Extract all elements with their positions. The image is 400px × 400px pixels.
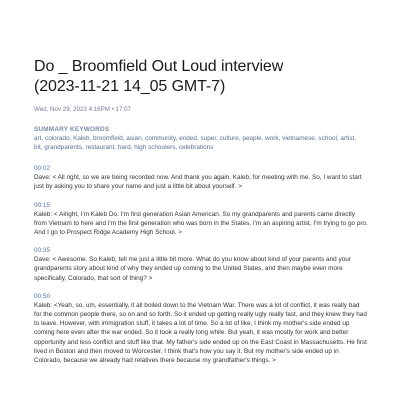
utterance-text: Dave: < Awesome. So Kaleb, tell me just a little bit more. What do you know about kind of your parents and your grandparents story about kind of why they ended up coming to the United States, and then maybe even more specifically, Colorado, that sort of thing? > xyxy=(34,256,351,282)
transcript-entry xyxy=(34,202,366,238)
document-title xyxy=(34,57,366,97)
title-line-1: Do _ Broomfield Out Loud interview xyxy=(34,58,284,75)
keywords-list: art, colorado, Kaleb, broomfield, asian, community, ended, super, culture, people, work, vietnamese, school, artist, bit, grandparents, restaurant, hard, high schoolers, celebrations xyxy=(34,135,357,151)
timestamp: 00:35 xyxy=(34,247,50,255)
document-meta: Wed, Nov 29, 2023 4:16PM • 17:07 xyxy=(34,106,131,113)
transcript xyxy=(34,165,366,365)
utterance-text: Kaleb: < Alright, I'm Kaleb Do. I'm first generation Asian American. So my grandparents and parents came directly from Vietnam to here and I'm the first generation who was born in the States. I'm an aspiring artist, I'm trying to go pro. And I go to Prospect Ridge Academy High School. > xyxy=(34,210,368,236)
title-line-2: (2023-11-21 14_05 GMT-7) xyxy=(34,78,226,95)
timestamp: 00:15 xyxy=(34,201,50,209)
transcript-entry xyxy=(34,247,366,283)
utterance-text: Kaleb: <Yeah, so, um, essentially, it all boiled down to the Vietnam War. There was a lot of conflict, it was really bad for the common people there, so on and so forth. So it ended up getting really ugly really fast, and they knew they had to leave. However, with immigration stuff, it takes a lot of time. So a lot of like, I think my mother's side ended up coming here even after the war ended. So it took a really long while. But yeah, it was mostly for work and better opportunity and less conflict and stuff like that. My father's side ended up on the East Coast in Massachusetts. He first lived in Boston and then moved to Worcester. I think that's how you say it. But my mother's side ended up in Colorado, because we already had relatives there because my grandfather's things. > xyxy=(34,301,367,365)
transcript-entry xyxy=(34,165,366,191)
keywords-heading: SUMMARY KEYWORDS xyxy=(34,126,110,133)
timestamp: 00:50 xyxy=(34,292,50,300)
transcript-entry xyxy=(34,293,366,365)
timestamp: 00:02 xyxy=(34,165,50,173)
utterance-text: Dave: < All right, so we are being recorded now. And thank you again, Kaleb, for meeting with me. So, I want to start just by asking you to share your name and just a little bit about yourself. > xyxy=(34,174,362,191)
